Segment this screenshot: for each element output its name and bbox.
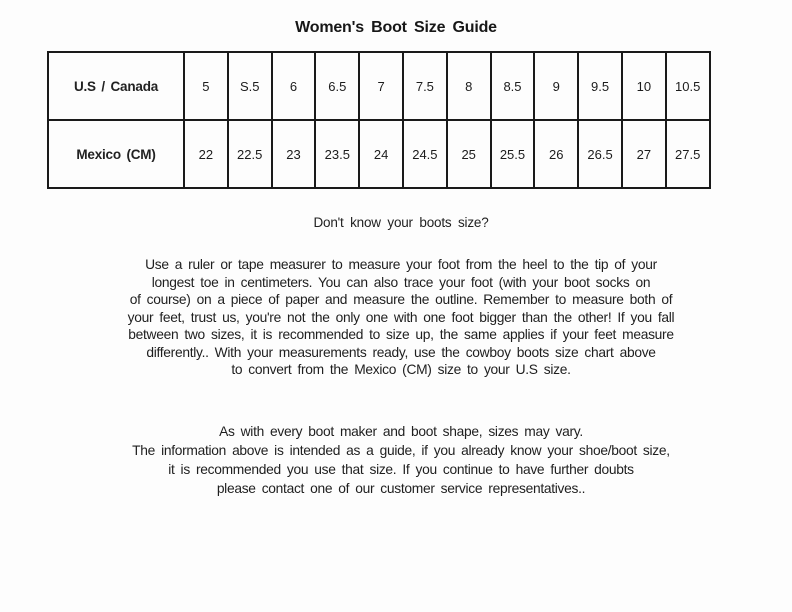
cm-size-cell: 27 bbox=[622, 120, 666, 188]
us-size-cell: 8.5 bbox=[491, 52, 535, 120]
us-size-cell: 8 bbox=[447, 52, 491, 120]
cm-size-cell: 25 bbox=[447, 120, 491, 188]
disclaimer bbox=[0, 422, 792, 498]
cm-size-cell: 22.5 bbox=[228, 120, 272, 188]
size-table bbox=[47, 51, 711, 189]
instruction-line: your feet, trust us, you're not the only one with one foot bigger than the other! If you fall bbox=[127, 309, 675, 325]
cm-size-cell: 23.5 bbox=[315, 120, 359, 188]
table-row-mexico-cm bbox=[48, 120, 710, 188]
table-row-us-canada bbox=[48, 52, 710, 120]
us-size-cell: 6.5 bbox=[315, 52, 359, 120]
disclaimer-line: The information above is intended as a guide, if you already know your shoe/boot size, bbox=[132, 442, 670, 458]
measuring-instructions bbox=[0, 256, 792, 379]
us-size-cell: 9.5 bbox=[578, 52, 622, 120]
page-title: Women's Boot Size Guide bbox=[295, 19, 497, 36]
us-size-cell: 6 bbox=[272, 52, 316, 120]
us-size-cell: 10.5 bbox=[666, 52, 710, 120]
cm-size-cell: 27.5 bbox=[666, 120, 710, 188]
disclaimer-line: As with every boot maker and boot shape, sizes may vary. bbox=[219, 423, 583, 439]
row-label-us-canada: U.S / Canada bbox=[48, 52, 184, 120]
us-size-cell: 7 bbox=[359, 52, 403, 120]
instruction-line: of course) on a piece of paper and measure the outline. Remember to measure both of bbox=[129, 292, 673, 307]
us-size-cell: S.5 bbox=[228, 52, 272, 120]
instruction-line: Use a ruler or tape measurer to measure your foot from the heel to the tip of your bbox=[145, 257, 657, 272]
cm-size-cell: 26.5 bbox=[578, 120, 622, 188]
disclaimer-line: please contact one of our customer service representatives.. bbox=[216, 480, 586, 496]
row-label-mexico-cm: Mexico (CM) bbox=[48, 120, 184, 188]
us-size-cell: 5 bbox=[184, 52, 228, 120]
cm-size-cell: 25.5 bbox=[491, 120, 535, 188]
cm-size-cell: 22 bbox=[184, 120, 228, 188]
us-size-cell: 10 bbox=[622, 52, 666, 120]
instruction-line: to convert from the Mexico (CM) size to your U.S size. bbox=[231, 362, 571, 377]
disclaimer-line: it is recommended you use that size. If you continue to have further doubts bbox=[168, 461, 634, 477]
instruction-line: differently.. With your measurements ready, use the cowboy boots size chart above bbox=[146, 344, 656, 360]
us-size-cell: 9 bbox=[534, 52, 578, 120]
cm-size-cell: 24 bbox=[359, 120, 403, 188]
cm-size-cell: 26 bbox=[534, 120, 578, 188]
cm-size-cell: 23 bbox=[272, 120, 316, 188]
us-size-cell: 7.5 bbox=[403, 52, 447, 120]
cm-size-cell: 24.5 bbox=[403, 120, 447, 188]
help-heading: Don't know your boots size? bbox=[313, 215, 489, 230]
instruction-line: between two sizes, it is recommended to size up, the same applies if your feet measure bbox=[128, 327, 674, 342]
instruction-line: longest toe in centimeters. You can also trace your foot (with your boot socks on bbox=[151, 274, 651, 290]
